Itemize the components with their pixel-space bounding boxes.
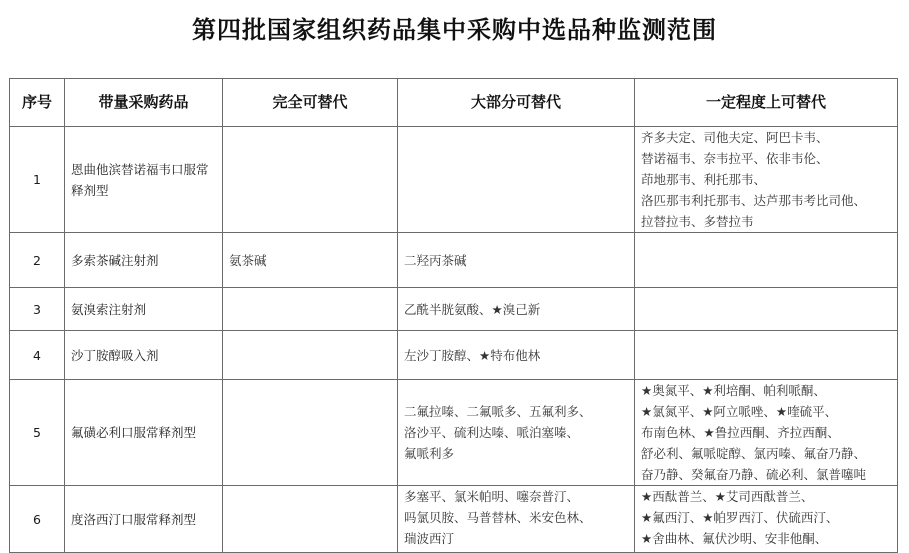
table-row bbox=[10, 127, 898, 233]
substitute-line: ★奥氮平、★利培酮、帕利哌酮、 bbox=[641, 383, 826, 398]
row-mostly-substitutable bbox=[398, 233, 635, 288]
row-mostly-substitutable bbox=[398, 127, 635, 233]
row-fully-substitutable bbox=[223, 288, 398, 331]
row-fully-substitutable bbox=[223, 380, 398, 486]
row-drug-name: 度洛西汀口服常释剂型 bbox=[65, 486, 223, 553]
substitute-line: ★氟西汀、★帕罗西汀、伏硫西汀、 bbox=[641, 510, 839, 525]
row-serial-no: 4 bbox=[10, 331, 65, 380]
table-row bbox=[10, 331, 898, 380]
row-mostly-substitutable bbox=[398, 288, 635, 331]
row-partly-substitutable bbox=[635, 380, 898, 486]
row-drug-name: 恩曲他滨替诺福韦口服常释剂型 bbox=[65, 127, 223, 233]
substitute-line: ★舍曲林、氟伏沙明、安非他酮、 bbox=[641, 531, 828, 546]
table-row bbox=[10, 288, 898, 331]
row-drug-name: 多索茶碱注射剂 bbox=[65, 233, 223, 288]
row-drug-name: 氟磺必利口服常释剂型 bbox=[65, 380, 223, 486]
header-mostly-substitutable: 大部分可替代 bbox=[398, 79, 635, 127]
row-serial-no: 2 bbox=[10, 233, 65, 288]
row-partly-substitutable bbox=[635, 233, 898, 288]
row-fully-substitutable bbox=[223, 331, 398, 380]
substitute-line: 二羟丙茶碱 bbox=[404, 252, 467, 268]
row-mostly-substitutable bbox=[398, 331, 635, 380]
substitute-line: 替诺福韦、奈韦拉平、依非韦伦、 bbox=[641, 151, 829, 166]
table-row bbox=[10, 486, 898, 553]
row-drug-name: 沙丁胺醇吸入剂 bbox=[65, 331, 223, 380]
substitute-line: 吗氯贝胺、马普替林、米安色林、 bbox=[404, 510, 592, 525]
row-mostly-substitutable bbox=[398, 380, 635, 486]
header-serial-no: 序号 bbox=[10, 79, 65, 127]
substitute-line: ★西酞普兰、★艾司西酞普兰、 bbox=[641, 489, 814, 504]
row-serial-no: 3 bbox=[10, 288, 65, 331]
table-row bbox=[10, 380, 898, 486]
substitute-line: 洛沙平、硫利达嗪、哌泊塞嗪、 bbox=[404, 425, 580, 440]
substitute-line: 齐多夫定、司他夫定、阿巴卡韦、 bbox=[641, 130, 829, 145]
monitoring-scope-table bbox=[9, 78, 898, 553]
substitute-line: ★氯氮平、★阿立哌唑、★喹硫平、 bbox=[641, 404, 838, 419]
substitute-line: 奋乃静、癸氟奋乃静、硫必利、氯普噻吨 bbox=[641, 467, 867, 482]
row-partly-substitutable bbox=[635, 486, 898, 553]
substitute-line: 左沙丁胺醇、★特布他林 bbox=[404, 347, 541, 363]
row-fully-substitutable: 氨茶碱 bbox=[223, 233, 398, 288]
substitute-line: 多塞平、氯米帕明、噻奈普汀、 bbox=[404, 489, 580, 504]
substitute-line: 舒必利、氟哌啶醇、氯丙嗪、氟奋乃静、 bbox=[641, 446, 867, 461]
row-serial-no: 5 bbox=[10, 380, 65, 486]
table-row bbox=[10, 233, 898, 288]
row-serial-no: 1 bbox=[10, 127, 65, 233]
row-fully-substitutable bbox=[223, 127, 398, 233]
table-header-row bbox=[10, 79, 898, 127]
header-partly-substitutable: 一定程度上可替代 bbox=[635, 79, 898, 127]
substitute-line: 布南色林、★鲁拉西酮、齐拉西酮、 bbox=[641, 425, 840, 440]
substitute-line: 氟哌利多 bbox=[404, 446, 455, 461]
row-partly-substitutable bbox=[635, 127, 898, 233]
substitute-line: 二氟拉嗪、二氟哌多、五氟利多、 bbox=[404, 404, 592, 419]
substitute-line: 茚地那韦、利托那韦、 bbox=[641, 172, 767, 187]
row-drug-name: 氨溴索注射剂 bbox=[65, 288, 223, 331]
row-partly-substitutable bbox=[635, 331, 898, 380]
row-fully-substitutable bbox=[223, 486, 398, 553]
row-partly-substitutable bbox=[635, 288, 898, 331]
row-mostly-substitutable bbox=[398, 486, 635, 553]
substitute-line: 拉替拉韦、多替拉韦 bbox=[641, 214, 754, 229]
page-title: 第四批国家组织药品集中采购中选品种监测范围 bbox=[192, 16, 717, 44]
header-drug: 带量采购药品 bbox=[65, 79, 223, 127]
substitute-line: 洛匹那韦利托那韦、达芦那韦考比司他、 bbox=[641, 193, 867, 208]
substitute-line: 瑞波西汀 bbox=[404, 531, 455, 546]
row-serial-no: 6 bbox=[10, 486, 65, 553]
header-fully-substitutable: 完全可替代 bbox=[223, 79, 398, 127]
substitute-line: 乙酰半胱氨酸、★溴己新 bbox=[404, 301, 541, 317]
